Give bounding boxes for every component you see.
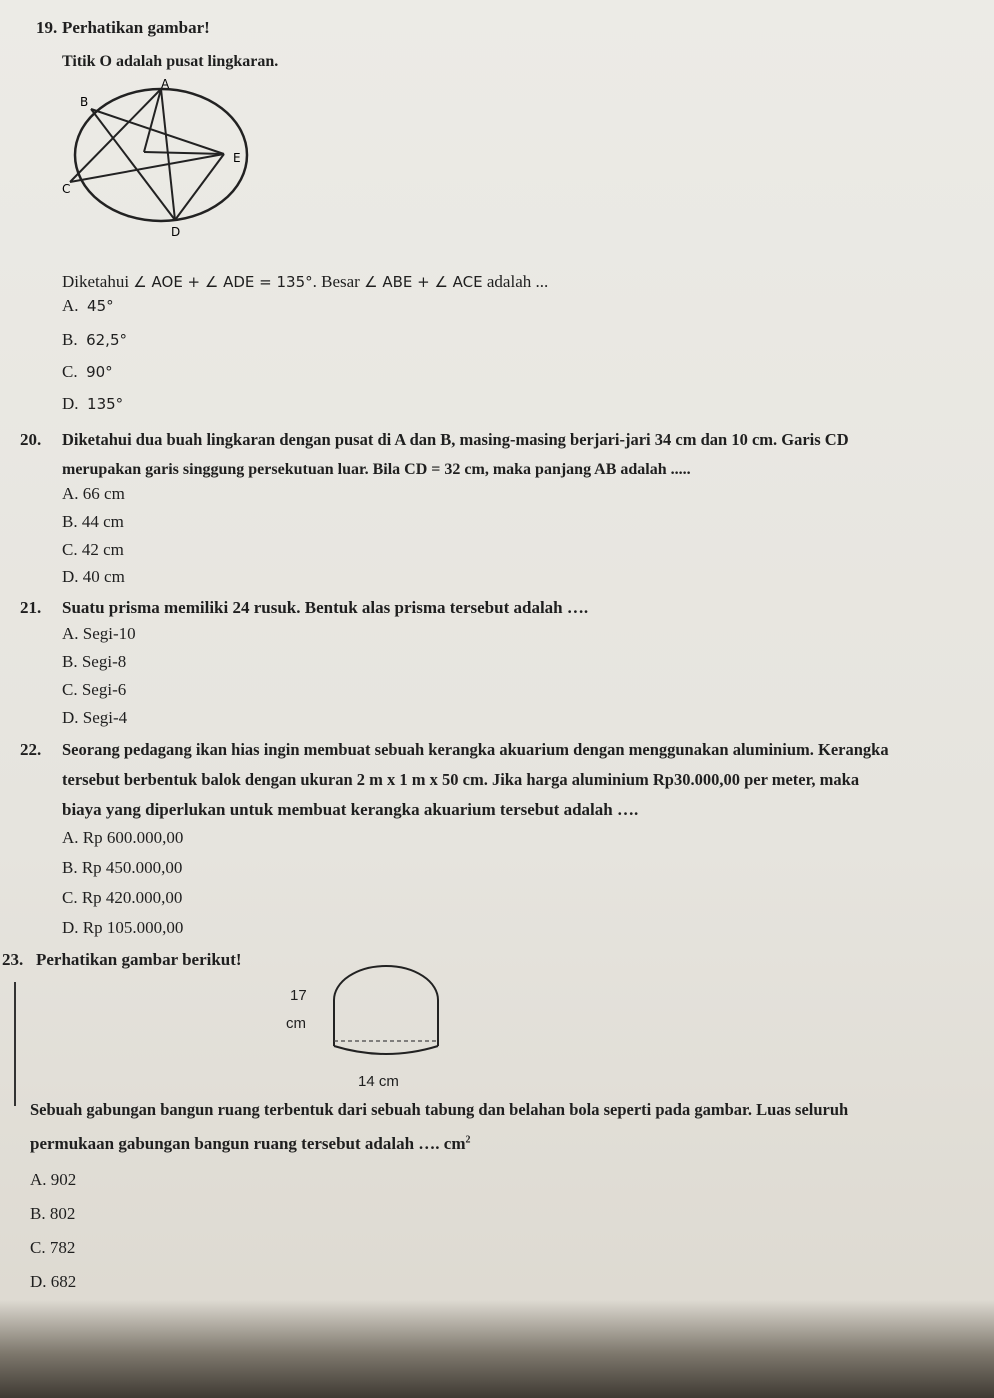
- option-text: 42 cm: [81, 540, 124, 559]
- q23-number: 23.: [2, 950, 24, 969]
- q19-intro: Perhatikan gambar!: [62, 18, 210, 37]
- option-text: 782: [49, 1238, 76, 1257]
- height-value-label: 17: [290, 987, 307, 1004]
- q23-option-c[interactable]: [30, 1238, 75, 1258]
- q22-option-a[interactable]: [62, 828, 183, 848]
- q19-option-d[interactable]: [62, 394, 123, 414]
- cylinder-base-front: [334, 1046, 438, 1054]
- option-letter: A.: [62, 828, 79, 847]
- option-text: 62,5°: [86, 331, 127, 349]
- q21-option-d[interactable]: [62, 708, 127, 728]
- q20-option-d[interactable]: [62, 567, 125, 587]
- chord-DE: [175, 154, 224, 220]
- point-label-C: C: [62, 182, 71, 196]
- option-letter: C.: [62, 540, 78, 559]
- point-label-D: D: [171, 225, 181, 238]
- q23-line2-wrap: [30, 1134, 470, 1154]
- option-text: 44 cm: [81, 512, 124, 531]
- q19-asked: ∠ ABE + ∠ ACE: [364, 273, 483, 291]
- q21-number: 21.: [20, 598, 42, 617]
- option-letter: A.: [30, 1170, 47, 1189]
- q22-number: 22.: [20, 740, 42, 759]
- chord-BE: [91, 109, 224, 154]
- q21-option-a[interactable]: [62, 624, 136, 644]
- option-letter: B.: [62, 652, 78, 671]
- option-letter: C.: [62, 680, 78, 699]
- option-text: 66 cm: [82, 484, 125, 503]
- option-letter: B.: [62, 858, 78, 877]
- option-letter: B.: [62, 330, 78, 349]
- option-text: Rp 420.000,00: [81, 888, 183, 907]
- option-letter: B.: [30, 1204, 46, 1223]
- q20-option-c[interactable]: [62, 540, 124, 560]
- q22-line2: tersebut berbentuk balok dengan ukuran 2 m x 1 m x 50 cm. Jika harga aluminium Rp30.000,00 per meter, maka: [62, 770, 860, 789]
- circle-diagram: [58, 78, 258, 238]
- q21-line1: Suatu prisma memiliki 24 rusuk. Bentuk alas prisma tersebut adalah ….: [62, 598, 589, 617]
- option-text: Rp 600.000,00: [82, 828, 184, 847]
- q19-number: 19.: [36, 18, 58, 37]
- option-letter: D.: [30, 1272, 47, 1291]
- q20-number: 20.: [20, 430, 42, 449]
- point-label-B: B: [80, 95, 89, 109]
- option-letter: B.: [62, 512, 78, 531]
- q23-line2: permukaan gabungan bangun ruang tersebut adalah …. cm: [30, 1134, 466, 1153]
- option-letter: C.: [62, 888, 78, 907]
- hemisphere-outline: [334, 966, 438, 1000]
- option-letter: A.: [62, 296, 79, 315]
- option-letter: D.: [62, 918, 79, 937]
- q19-option-a[interactable]: [62, 296, 114, 316]
- option-letter: A.: [62, 484, 79, 503]
- point-label-A: A: [161, 78, 170, 91]
- q19-stem: [62, 272, 548, 292]
- page-bottom-shadow: [0, 1300, 994, 1398]
- q22-line1: Seorang pedagang ikan hias ingin membuat sebuah kerangka akuarium dengan menggunakan aluminium. Kerangka: [62, 740, 889, 759]
- option-text: Segi-6: [81, 680, 127, 699]
- q19-stem-suffix: adalah ...: [486, 272, 549, 291]
- unit-exponent: 2: [465, 1134, 471, 1146]
- option-text: 45°: [87, 297, 114, 315]
- chord-AD: [161, 89, 175, 220]
- height-unit-label: cm: [286, 1015, 306, 1032]
- cylinder-hemisphere-diagram: [326, 954, 446, 1072]
- option-text: 40 cm: [82, 567, 125, 586]
- q20-line1: Diketahui dua buah lingkaran dengan pusat di A dan B, masing-masing berjari-jari 34 cm dan 10 cm. Garis CD: [62, 430, 849, 449]
- diameter-label: 14 cm: [358, 1073, 399, 1090]
- option-text: 135°: [87, 395, 124, 413]
- q23-option-b[interactable]: [30, 1204, 75, 1224]
- option-letter: C.: [30, 1238, 46, 1257]
- radius-OE: [144, 152, 224, 154]
- q22-line3: biaya yang diperlukan untuk membuat kerangka akuarium tersebut adalah ….: [62, 800, 639, 819]
- q23-option-d[interactable]: [30, 1272, 76, 1292]
- q22-option-d[interactable]: [62, 918, 183, 938]
- q21-option-b[interactable]: [62, 652, 126, 672]
- q20-option-b[interactable]: [62, 512, 124, 532]
- q19-stem-prefix: Diketahui: [62, 272, 130, 291]
- q19-subintro: Titik O adalah pusat lingkaran.: [62, 53, 279, 70]
- q19-option-c[interactable]: [62, 362, 113, 382]
- option-text: Segi-8: [81, 652, 127, 671]
- margin-line: [14, 982, 16, 1106]
- option-text: 902: [50, 1170, 77, 1189]
- option-text: 682: [50, 1272, 77, 1291]
- option-letter: C.: [62, 362, 78, 381]
- option-letter: D.: [62, 394, 79, 413]
- option-text: Segi-10: [82, 624, 136, 643]
- q19-stem-mid: . Besar: [312, 272, 360, 291]
- option-text: Rp 105.000,00: [82, 918, 184, 937]
- q23-option-a[interactable]: [30, 1170, 76, 1190]
- option-text: 90°: [86, 363, 113, 381]
- option-letter: D.: [62, 708, 79, 727]
- option-letter: A.: [62, 624, 79, 643]
- q20-option-a[interactable]: [62, 484, 125, 504]
- q20-line2: merupakan garis singgung persekutuan luar. Bila CD = 32 cm, maka panjang AB adalah .....: [62, 461, 691, 478]
- option-text: Rp 450.000,00: [81, 858, 183, 877]
- q23-intro: Perhatikan gambar berikut!: [36, 950, 242, 969]
- q21-option-c[interactable]: [62, 680, 126, 700]
- q22-option-c[interactable]: [62, 888, 182, 908]
- q23-line1: Sebuah gabungan bangun ruang terbentuk dari sebuah tabung dan belahan bola seperti pada gambar. Luas seluruh: [30, 1100, 849, 1119]
- q19-given: ∠ AOE + ∠ ADE = 135°: [133, 273, 313, 291]
- point-label-E: E: [233, 151, 241, 165]
- option-text: Segi-4: [82, 708, 128, 727]
- option-text: 802: [49, 1204, 76, 1223]
- option-letter: D.: [62, 567, 79, 586]
- q22-option-b[interactable]: [62, 858, 182, 878]
- q19-option-b[interactable]: [62, 330, 127, 350]
